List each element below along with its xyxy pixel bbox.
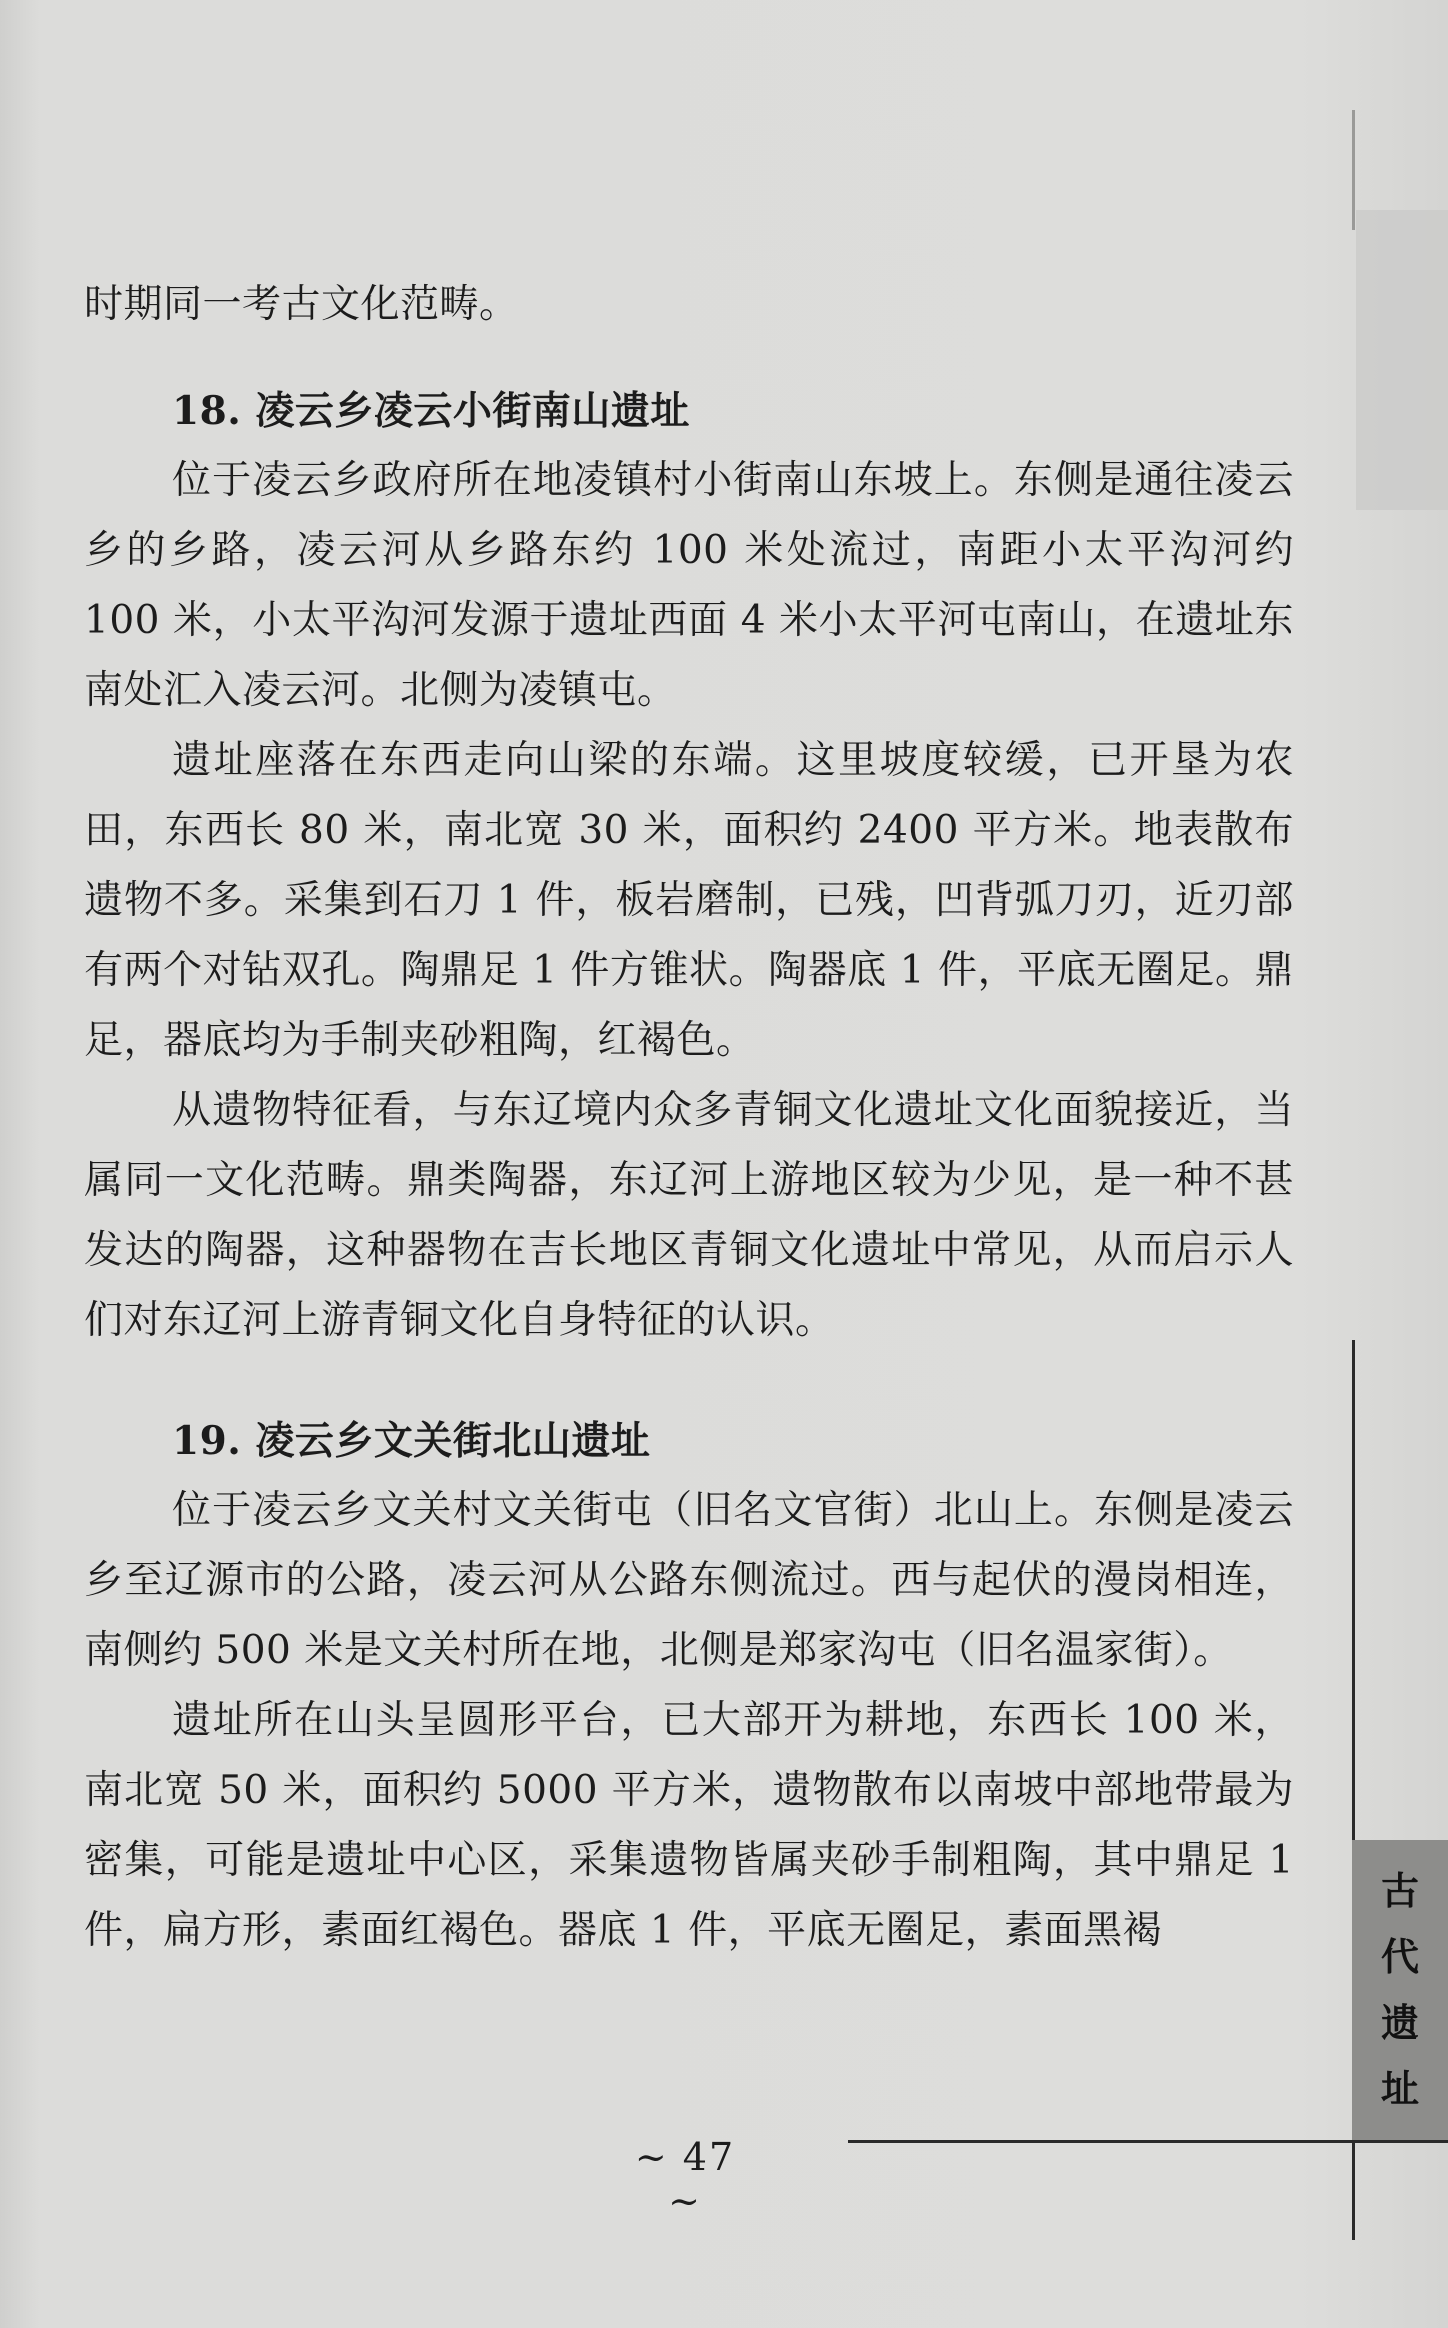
bleed-through-tab bbox=[1356, 210, 1448, 510]
section-18-paragraph-2: 遗址座落在东西走向山梁的东端。这里坡度较缓，已开垦为农田，东西长 80 米，南北宽 30 米，面积约 2400 平方米。地表散布遗物不多。采集到石刀 1 件，板岩磨制，已残，凹背弧刀刃，近刃部有两个对钻双孔。陶鼎足 1 件方锥状。陶器底 1 件，平底无圈足。鼎足，器底均为手制夹砂粗陶，红褐色。 bbox=[84, 738, 1294, 1063]
section-18-paragraph-1: 位于凌云乡政府所在地凌镇村小街南山东坡上。东侧是通往凌云乡的乡路，凌云河从乡路东约 100 米处流过，南距小太平沟河约 100 米，小太平沟河发源于遗址西面 4 米小太平河屯南山，在遗址东南处汇入凌云河。北侧为凌镇屯。 bbox=[84, 458, 1294, 713]
side-tab-char: 代 bbox=[1380, 1934, 1419, 1979]
side-tab-char: 古 bbox=[1380, 1868, 1419, 1913]
carryover-line: 时期同一考古文化范畴。 bbox=[84, 282, 519, 327]
side-tab-char: 遗 bbox=[1380, 2000, 1419, 2045]
section-18-paragraph-3: 从遗物特征看，与东辽境内众多青铜文化遗址文化面貌接近，当属同一文化范畴。鼎类陶器，东辽河上游地区较为少见，是一种不甚发达的陶器，这种器物在吉长地区青铜文化遗址中常见，从而启示人们对东辽河上游青铜文化自身特征的认识。 bbox=[84, 1088, 1294, 1343]
section-19-paragraph-2: 遗址所在山头呈圆形平台，已大部开为耕地，东西长 100 米，南北宽 50 米，面积约 5000 平方米，遗物散布以南坡中部地带最为密集，可能是遗址中心区，采集遗物皆属夹砂手制粗陶，其中鼎足 1 件，扁方形，素面红褐色。器底 1 件，平底无圈足，素面黑褐 bbox=[84, 1698, 1294, 1953]
side-tab-char: 址 bbox=[1380, 2066, 1419, 2111]
side-rule-top bbox=[1352, 110, 1355, 230]
chapter-side-tab bbox=[1352, 1840, 1448, 2140]
section-19-title: 19. 凌云乡文关街北山遗址 bbox=[172, 1418, 651, 1464]
section-19-paragraph-1: 位于凌云乡文关村文关街屯（旧名文官街）北山上。东侧是凌云乡至辽源市的公路，凌云河从公路东侧流过。西与起伏的漫岗相连，南侧约 500 米是文关村所在地，北侧是郑家沟屯（旧名温家街）。 bbox=[84, 1488, 1294, 1673]
footer-rule bbox=[848, 2140, 1448, 2143]
page-number: ~ 47 ~ bbox=[634, 2135, 736, 2223]
body-text bbox=[84, 270, 1294, 1966]
section-18-title: 18. 凌云乡凌云小街南山遗址 bbox=[172, 388, 690, 434]
